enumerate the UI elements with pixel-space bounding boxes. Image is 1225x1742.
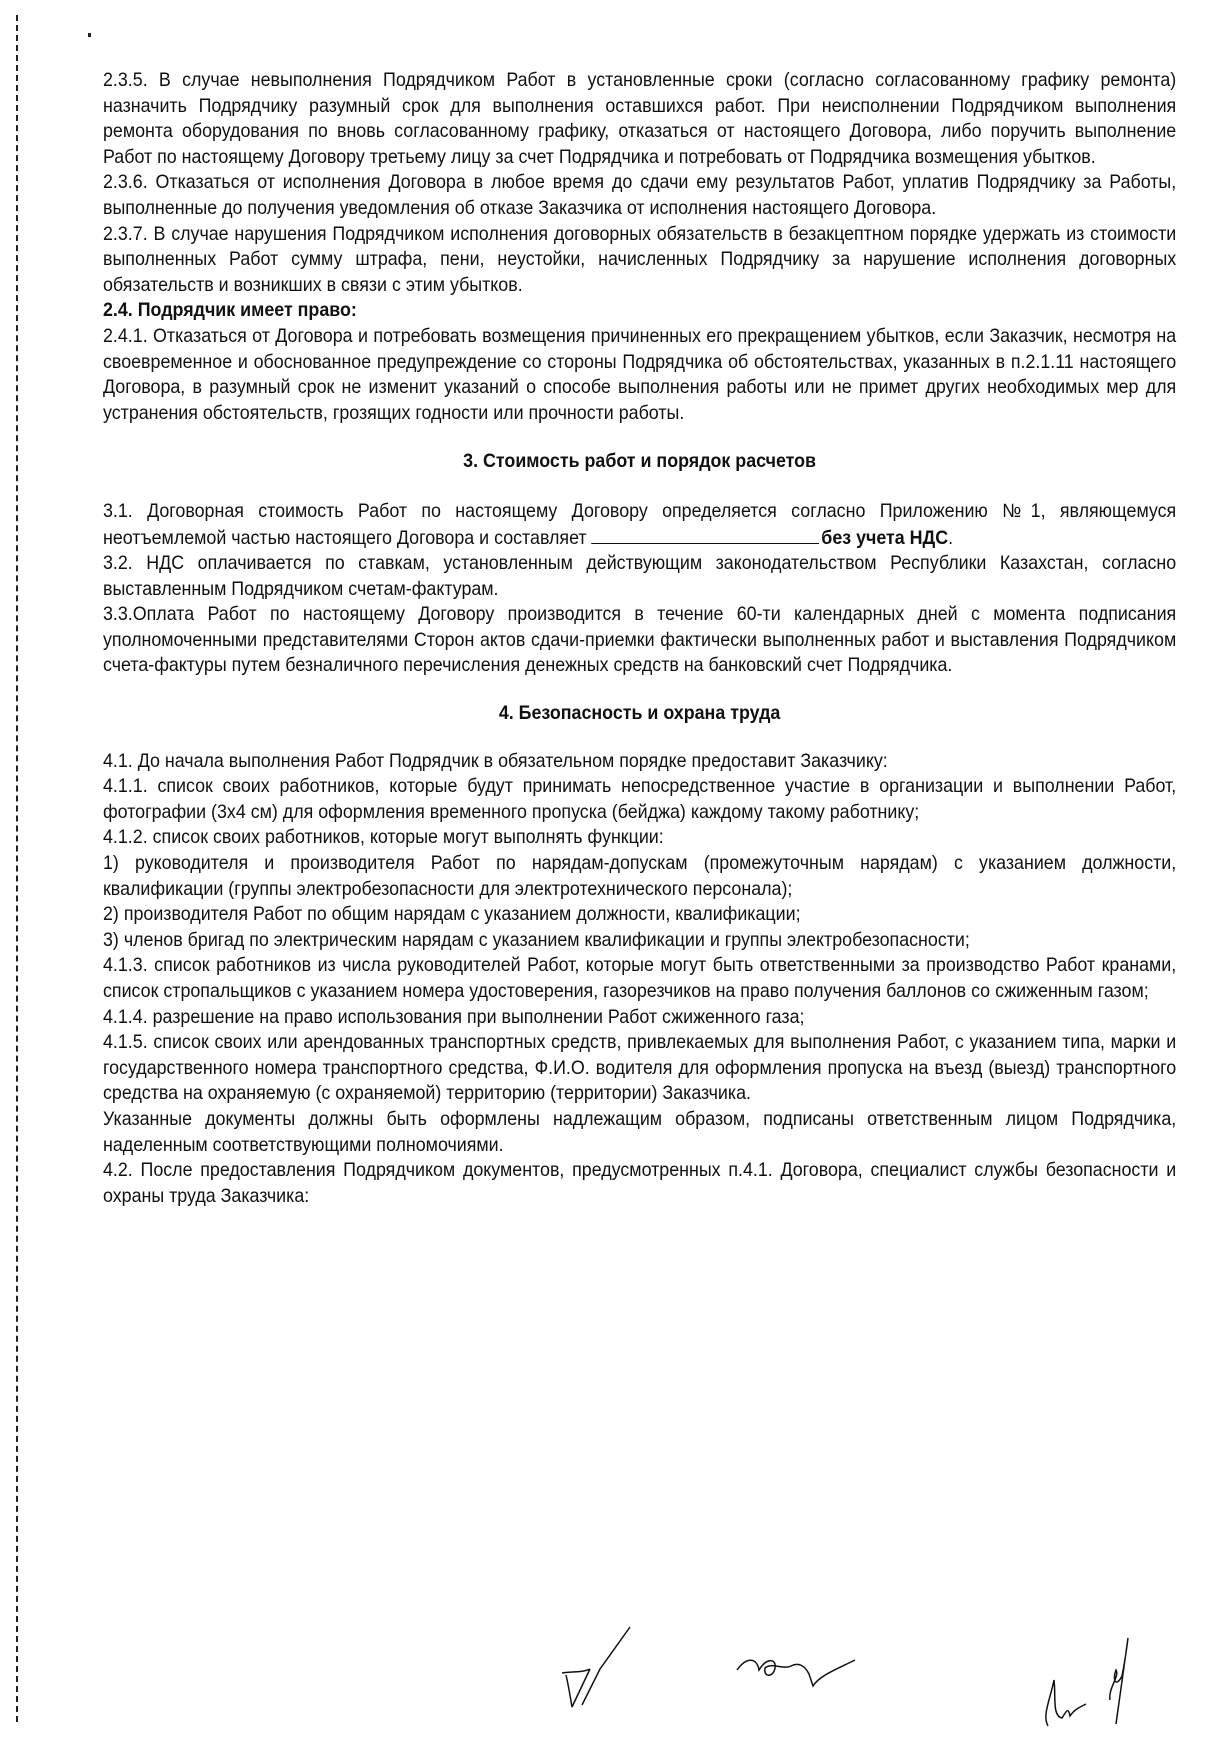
signature-2 (735, 1648, 875, 1698)
clause-3-1 (103, 499, 1176, 551)
clause-4-1-4: 4.1.4. разрешение на право использования при выполнении Работ сжиженного газа; (103, 1006, 805, 1028)
section-4-title: 4. Безопасность и охрана труда (498, 703, 781, 725)
clause-3-2: 3.2. НДС оплачивается по ставкам, установленным действующим законодательством Республики Казахстан, согласно выставленным Подрядчиком счетам-фактурам. (103, 553, 1177, 600)
clause-2-3-5: 2.3.5. В случае невыполнения Подрядчиком Работ в установленные сроки (согласно согласованному графику ремонта) назначить Подрядчику разумный срок для выполнения оставшихся работ. При неисполнении Подрядчиком выполнения ремонта оборудования по вновь согласованному графику, отказаться от настоящего Договора, либо поручить выполнение Работ по настоящему Договору третьему лицу за счет Подрядчика и потребовать от Подрядчика возмещения убытков. (103, 70, 1177, 168)
scan-speck (88, 33, 91, 37)
clause-2-3-7: 2.3.7. В случае нарушения Подрядчиком исполнения договорных обязательств в безакцептном порядке удержать из стоимости выполненных Работ сумму штрафа, пени, неустойки, начисленных Подрядчику за нарушение исполнения договорных обязательств и возникших в связи с этим убытков. (103, 223, 1177, 296)
clause-4-1-2: 4.1.2. список своих работников, которые могут выполнять функции: (103, 827, 664, 849)
clause-4-1-5: 4.1.5. список своих или арендованных транспортных средств, привлекаемых для выполнения Работ, с указанием типа, марки и государственного номера транспортного средства, Ф.И.О. водителя для оформления пропуска на въезд (выезд) транспортного средства на охраняемую (с охраняемой) территорию (территории) Заказчика. (103, 1032, 1177, 1105)
clause-4-2: 4.2. После предоставления Подрядчиком документов, предусмотренных п.4.1. Договора, специалист службы безопасности и охраны труда Заказчика: (103, 1160, 1177, 1207)
period: . (948, 527, 954, 549)
signature-1 (560, 1625, 670, 1715)
clause-4-1: 4.1. До начала выполнения Работ Подрядчик в обязательном порядке предоставит Заказчику: (103, 750, 888, 772)
list-item-1: 1) руководителя и производителя Работ по нарядам-допускам (промежуточным нарядам) с указанием должности, квалификации (группы электробезопасности для электротехнического персонала); (103, 853, 1177, 900)
clause-4-1-1: 4.1.1. список своих работников, которые будут принимать непосредственное участие в организации и выполнении Работ, фотографии (3х4 см) для оформления временного пропуска (бейджа) каждому такому работнику; (103, 776, 1177, 823)
clause-4-1-3: 4.1.3. список работников из числа руководителей Работ, которые могут быть ответственными за производство Работ кранами, список стропальщиков с указанием номера удостоверения, газорезчиков на право получения баллонов со сжиженным газом; (103, 955, 1177, 1002)
documents-note: Указанные документы должны быть оформлены надлежащим образом, подписаны ответственным лицом Подрядчика, наделенным соответствующими полномочиями. (103, 1108, 1177, 1156)
amount-blank-field (592, 525, 820, 544)
document-page (103, 68, 1176, 1209)
clause-2-4-heading: 2.4. Подрядчик имеет право: (103, 300, 357, 322)
clause-2-4-1: 2.4.1. Отказаться от Договора и потребовать возмещения причиненных его прекращением убытков, если Заказчик, несмотря на своевременное и обоснованное предупреждение со стороны Подрядчика об обстоятельствах, указанных в п.2.1.11 настоящего Договора, в разумный срок не изменит указаний о способе выполнения работы или не примет других необходимых мер для устранения обстоятельств, грозящих годности или прочности работы. (103, 325, 1177, 424)
clause-3-1-text: 3.1. Договорная стоимость Работ по настоящему Договору определяется согласно Приложению №1, являющемуся неотъемлемой частью настоящего Договора и составляет (103, 500, 1177, 549)
clause-2-3-6: 2.3.6. Отказаться от исполнения Договора в любое время до сдачи ему результатов Работ, уплатив Подрядчику за Работы, выполненные до получения уведомления об отказе Заказчика от исполнения настоящего Договора. (103, 172, 1177, 219)
clause-3-3: 3.3.Оплата Работ по настоящему Договору производится в течение 60-ти календарных дней с момента подписания уполномоченными представителями Сторон актов сдачи-приемки фактически выполненных работ и выставления Подрядчиком счета-фактуры путем безналичного перечисления денежных средств на банковский счет Подрядчика. (103, 604, 1177, 677)
list-item-2: 2) производителя Работ по общим нарядам с указанием должности, квалификации; (103, 904, 801, 926)
signature-3 (1040, 1636, 1160, 1736)
list-item-3: 3) членов бригад по электрическим нарядам с указанием квалификации и группы электробезопасности; (103, 929, 970, 951)
binder-margin-line (16, 15, 18, 1722)
vat-note: без учета НДС (821, 527, 949, 549)
section-3-title: 3. Стоимость работ и порядок расчетов (463, 451, 817, 473)
